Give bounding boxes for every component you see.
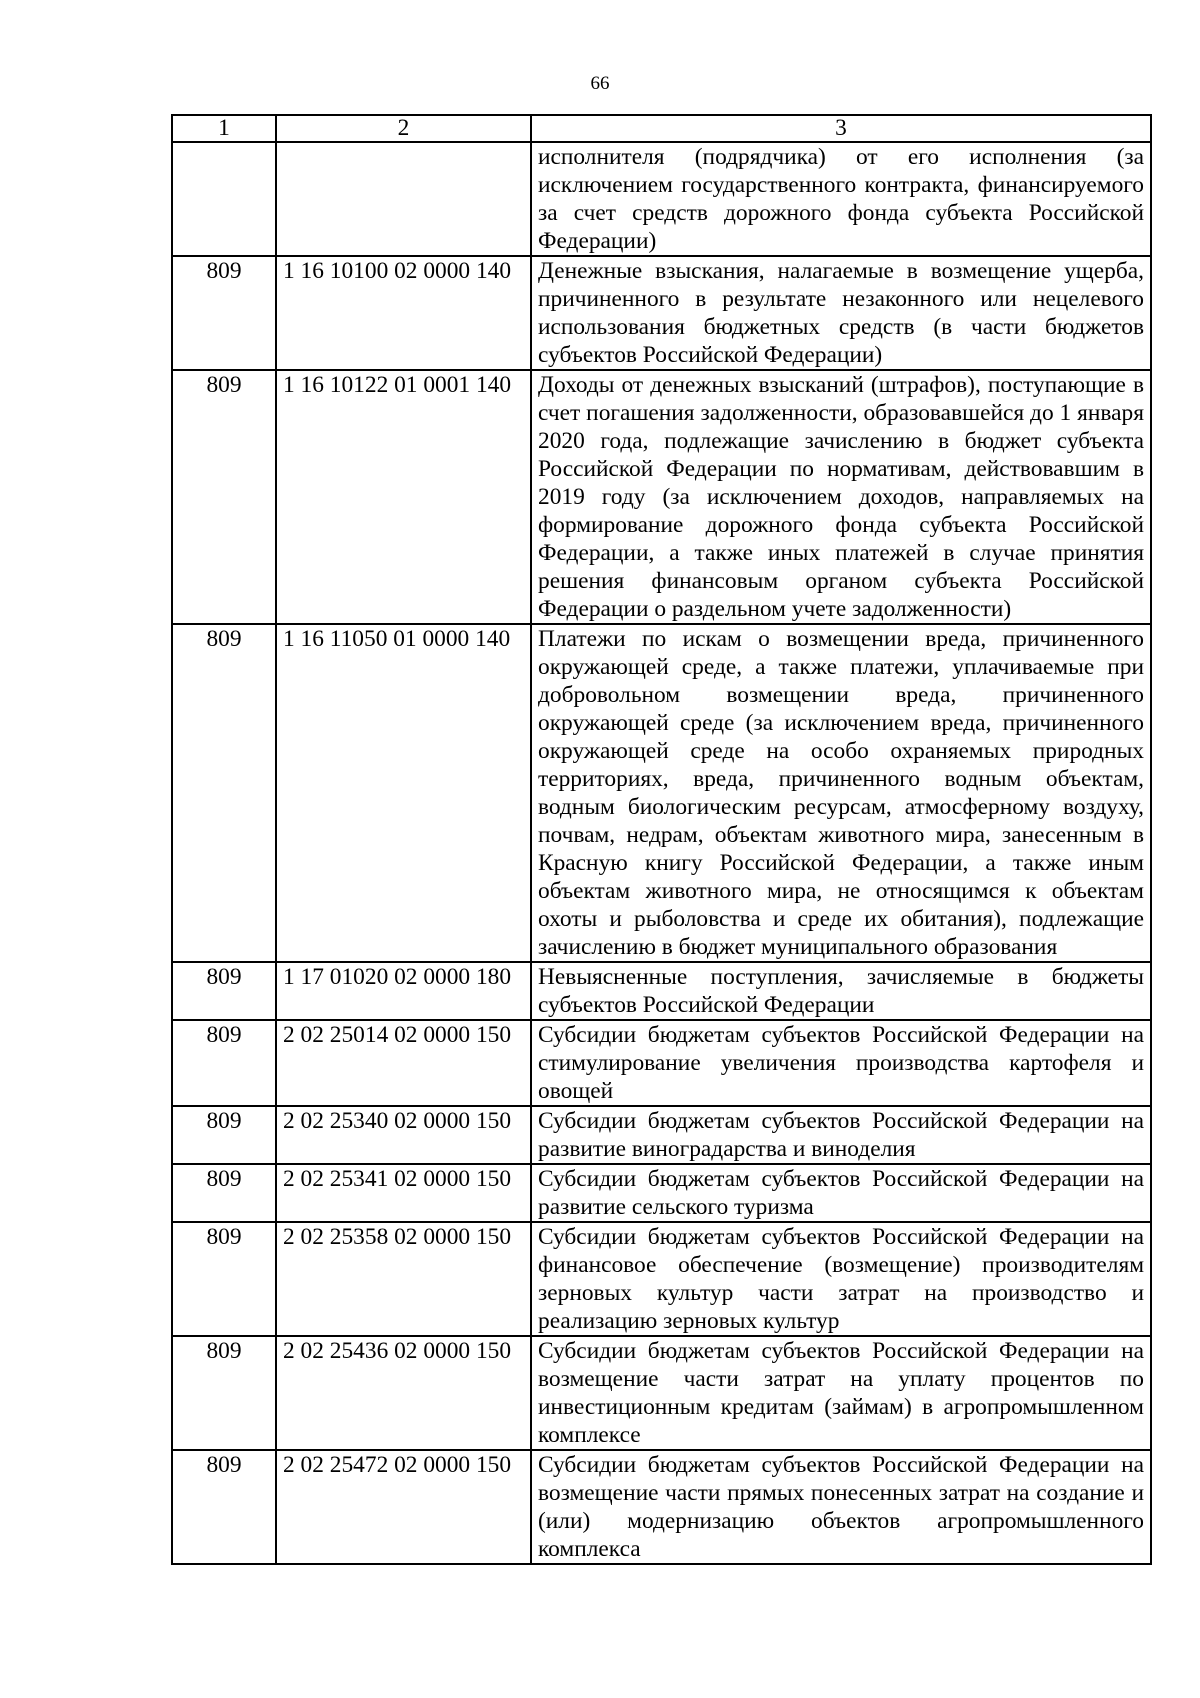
description-cell: Субсидии бюджетам субъектов Российской Федерации на возмещение части прямых понесенных затрат на создание и (или) модернизацию объектов агропромышленного комплекса: [531, 1450, 1151, 1564]
revenue-code-cell: [276, 142, 531, 256]
admin-code-cell: 809: [172, 256, 276, 370]
table-row: [172, 370, 1151, 624]
admin-code-cell: 809: [172, 1450, 276, 1564]
revenue-code-cell: 2 02 25436 02 0000 150: [276, 1336, 531, 1450]
table-row: [172, 142, 1151, 256]
table-row: [172, 1164, 1151, 1222]
revenue-code-cell: 2 02 25472 02 0000 150: [276, 1450, 531, 1564]
revenue-code-cell: 2 02 25014 02 0000 150: [276, 1020, 531, 1106]
header-cell-2: 2: [276, 115, 531, 142]
table-row: [172, 1106, 1151, 1164]
table-row: [172, 1020, 1151, 1106]
admin-code-cell: 809: [172, 1106, 276, 1164]
table-row: [172, 1450, 1151, 1564]
description-cell: Субсидии бюджетам субъектов Российской Федерации на стимулирование увеличения производства картофеля и овощей: [531, 1020, 1151, 1106]
admin-code-cell: [172, 142, 276, 256]
admin-code-cell: 809: [172, 624, 276, 962]
description-cell: Субсидии бюджетам субъектов Российской Федерации на возмещение части затрат на уплату процентов по инвестиционным кредитам (займам) в агропромышленном комплексе: [531, 1336, 1151, 1450]
revenue-code-cell: 1 16 10122 01 0001 140: [276, 370, 531, 624]
table-row: [172, 624, 1151, 962]
header-cell-1: 1: [172, 115, 276, 142]
revenue-code-cell: 2 02 25340 02 0000 150: [276, 1106, 531, 1164]
admin-code-cell: 809: [172, 1164, 276, 1222]
table-row: [172, 1222, 1151, 1336]
description-cell: Невыясненные поступления, зачисляемые в бюджеты субъектов Российской Федерации: [531, 962, 1151, 1020]
page-number: 66: [590, 73, 610, 94]
revenue-code-cell: 2 02 25358 02 0000 150: [276, 1222, 531, 1336]
description-cell: Субсидии бюджетам субъектов Российской Федерации на развитие виноградарства и виноделия: [531, 1106, 1151, 1164]
revenue-code-cell: 2 02 25341 02 0000 150: [276, 1164, 531, 1222]
table-row: [172, 256, 1151, 370]
description-cell: исполнителя (подрядчика) от его исполнения (за исключением государственного контракта, финансируемого за счет средств дорожного фонда субъекта Российской Федерации): [531, 142, 1151, 256]
admin-code-cell: 809: [172, 962, 276, 1020]
description-cell: Доходы от денежных взысканий (штрафов), поступающие в счет погашения задолженности, образовавшейся до 1 января 2020 года, подлежащие зачислению в бюджет субъекта Российской Федерации по нормативам, действовавшим в 2019 году (за исключением доходов, направляемых на формирование дорожного фонда субъекта Российской Федерации, а также иных платежей в случае принятия решения финансовым органом субъекта Российской Федерации о раздельном учете задолженности): [531, 370, 1151, 624]
description-cell: Платежи по искам о возмещении вреда, причиненного окружающей среде, а также платежи, уплачиваемые при добровольном возмещении вреда, причиненного окружающей среде (за исключением вреда, причиненного окружающей среде на особо охраняемых природных территориях, вреда, причиненного водным объектам, водным биологическим ресурсам, атмосферному воздуху, почвам, недрам, объектам животного мира, занесенным в Красную книгу Российской Федерации, а также иным объектам животного мира, не относящимся к объектам охоты и рыболовства и среде их обитания), подлежащие зачислению в бюджет муниципального образования: [531, 624, 1151, 962]
revenue-code-cell: 1 16 11050 01 0000 140: [276, 624, 531, 962]
admin-code-cell: 809: [172, 1020, 276, 1106]
table-row: [172, 1336, 1151, 1450]
description-cell: Субсидии бюджетам субъектов Российской Федерации на развитие сельского туризма: [531, 1164, 1151, 1222]
revenue-code-cell: 1 16 10100 02 0000 140: [276, 256, 531, 370]
admin-code-cell: 809: [172, 370, 276, 624]
revenue-code-table: [171, 114, 1152, 1565]
table-row: [172, 962, 1151, 1020]
description-cell: Денежные взыскания, налагаемые в возмещение ущерба, причиненного в результате незаконного или нецелевого использования бюджетных средств (в части бюджетов субъектов Российской Федерации): [531, 256, 1151, 370]
header-cell-3: 3: [531, 115, 1151, 142]
description-cell: Субсидии бюджетам субъектов Российской Федерации на финансовое обеспечение (возмещение) производителям зерновых культур части затрат на производство и реализацию зерновых культур: [531, 1222, 1151, 1336]
revenue-code-cell: 1 17 01020 02 0000 180: [276, 962, 531, 1020]
table-header-row: [172, 115, 1151, 142]
admin-code-cell: 809: [172, 1336, 276, 1450]
admin-code-cell: 809: [172, 1222, 276, 1336]
